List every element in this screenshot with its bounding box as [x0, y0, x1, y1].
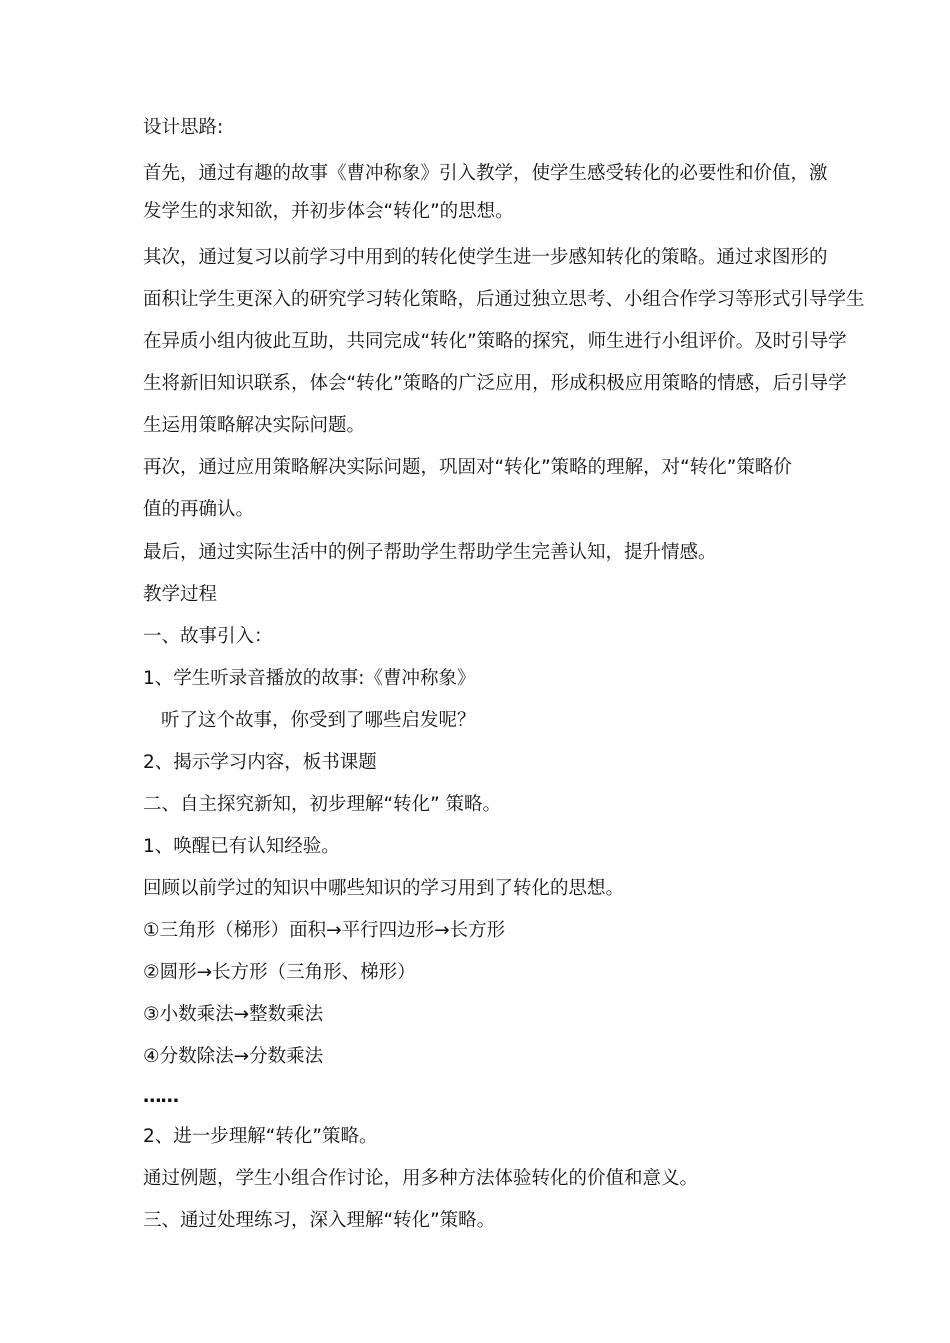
paragraph-2-line: 面积让学生更深入的研究学习转化策略，后通过独立思考、小组合作学习等形式引导学生 [143, 289, 865, 310]
section-1-item-2: 2、揭示学习内容，板书课题 [143, 752, 377, 773]
section-2-item-2-text: 通过例题，学生小组合作讨论，用多种方法体验转化的价值和意义。 [143, 1168, 699, 1189]
section-1-question: 听了这个故事，你受到了哪些启发呢？ [161, 710, 476, 731]
list-item: ③小数乘法→整数乘法 [143, 1004, 324, 1025]
section-2-title: 二、自主探究新知，初步理解“转化” 策略。 [143, 794, 502, 815]
paragraph-2-line: 其次，通过复习以前学习中用到的转化使学生进一步感知转化的策略。通过求图形的 [143, 247, 828, 268]
paragraph-2-line: 生运用策略解决实际问题。 [143, 415, 366, 436]
paragraph-2-line: 生将新旧知识联系，体会“转化”策略的广泛应用，形成积极应用策略的情感，后引导学 [143, 373, 847, 394]
list-item: ②圆形→长方形（三角形、梯形） [143, 962, 416, 983]
ellipsis: …… [143, 1086, 178, 1107]
paragraph-1-line: 发学生的求知欲，并初步体会“转化”的思想。 [143, 201, 514, 222]
paragraph-1-line: 首先，通过有趣的故事《曹冲称象》引入教学，使学生感受转化的必要性和价值，激 [143, 163, 828, 184]
heading-design: 设计思路: [143, 117, 224, 138]
section-3-title: 三、通过处理练习，深入理解“转化”策略。 [143, 1210, 496, 1231]
section-2-item-1-text: 回顾以前学过的知识中哪些知识的学习用到了转化的思想。 [143, 878, 625, 899]
section-1-item-1: 1、学生听录音播放的故事:《曹冲称象》 [143, 668, 476, 689]
paragraph-3-line: 值的再确认。 [143, 499, 255, 520]
list-item: ④分数除法→分数乘法 [143, 1046, 324, 1067]
section-1-title: 一、故事引入： [143, 626, 273, 647]
paragraph-2-line: 在异质小组内彼此互助，共同完成“转化”策略的探究，师生进行小组评价。及时引导学 [143, 331, 847, 352]
list-item: ①三角形（梯形）面积→平行四边形→长方形 [143, 920, 506, 941]
paragraph-4: 最后，通过实际生活中的例子帮助学生帮助学生完善认知，提升情感。 [143, 542, 717, 563]
section-2-item-1: 1、唤醒已有认知经验。 [143, 836, 340, 857]
heading-process: 教学过程 [143, 584, 218, 605]
section-2-item-2: 2、进一步理解“转化”策略。 [143, 1126, 378, 1147]
paragraph-3-line: 再次，通过应用策略解决实际问题，巩固对“转化”策略的理解，对“转化”策略价 [143, 457, 792, 478]
paragraph-1 [143, 162, 848, 222]
